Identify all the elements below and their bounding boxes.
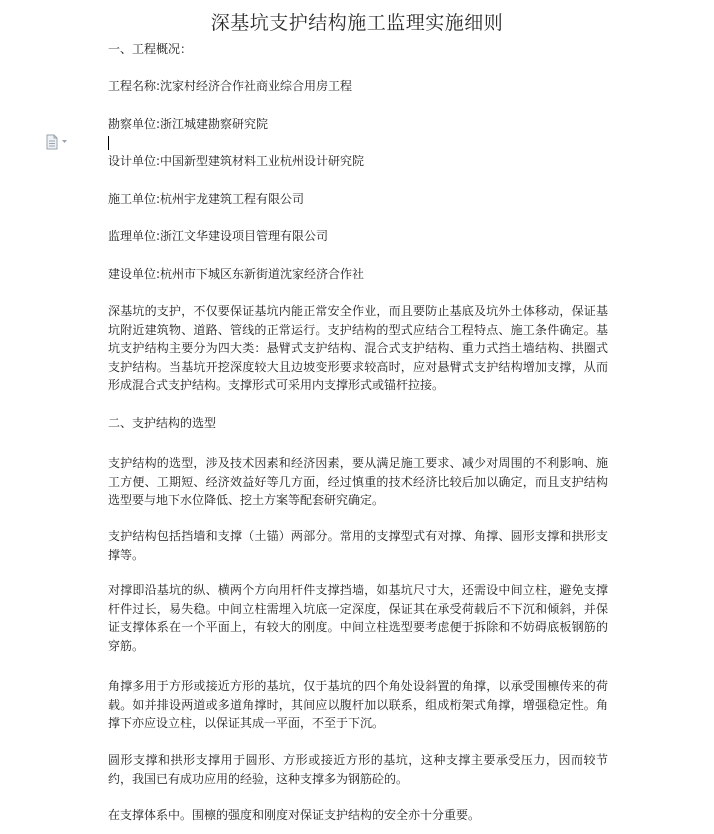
info-label: 施工单位: (108, 192, 161, 206)
info-value: 沈家村经济合作社商业综合用房工程 (160, 79, 353, 93)
info-value: 中国新型建筑材料工业杭州设计研究院 (160, 154, 365, 168)
info-line-project-name (108, 79, 352, 94)
text-cursor (108, 136, 109, 150)
paragraph: 支护结构的选型，涉及技术因素和经济因素，要从满足施工要求、减少对周围的不利影响、施工方便、工期短、经济效益好等几方面，经过慎重的技术经济比较后加以确定，而且支护结构选型要与地下水位降低、挖土方案等配套研究确定。 (108, 456, 608, 508)
info-label: 勘察单位: (108, 117, 161, 131)
info-label: 建设单位: (108, 267, 161, 281)
info-label: 设计单位: (108, 154, 161, 168)
info-line-supervision-unit (108, 229, 328, 244)
info-line-survey-unit (108, 117, 268, 132)
paragraph: 角撑多用于方形或接近方形的基坑，仅于基坑的四个角处设斜置的角撑，以承受围檩传来的荷载。如并排设两道或多道角撑时，其间应以腹杆加以联系，组成桁架式角撑，增强稳定性。角撑下亦应设立柱，以保证其成一平面，不至于下沉。 (108, 679, 608, 731)
info-label: 工程名称: (108, 79, 161, 93)
info-value: 浙江文华建设项目管理有限公司 (160, 229, 329, 243)
paragraph: 在支撑体系中。围檩的强度和刚度对保证支护结构的安全亦十分重要。 (108, 808, 481, 822)
info-line-design-unit (108, 154, 364, 169)
paragraph: 支护结构包括挡墙和支撑（土锚）两部分。常用的支撑型式有对撑、角撑、圆形支撑和拱形支撑等。 (108, 529, 608, 562)
info-label: 监理单位: (108, 229, 161, 243)
info-line-construction-unit (108, 192, 304, 207)
page-icon (46, 134, 70, 150)
section-heading-selection: 二、支护结构的选型 (108, 416, 217, 430)
info-value: 杭州宇龙建筑工程有限公司 (160, 192, 305, 206)
intro-paragraph: 深基坑的支护，不仅要保证基坑内能正常安全作业，而且要防止基底及坑外土体移动，保证基坑附近建筑物、道路、管线的正常运行。支护结构的型式应结合工程特点、施工条件确定。基坑支护结构主要分为四大类：悬臂式支护结构、混合式支护结构、重力式挡土墙结构、拱圈式支护结构。当基坑开挖深度较大且边坡变形要求较高时，应对悬臂式支护结构增加支撑，从而形成混合式支护结构。支撑形式可采用内支撑形式或锚杆拉接。 (108, 304, 608, 393)
info-value: 杭州市下城区东新街道沈家经济合作社 (160, 267, 365, 281)
info-value: 浙江城建勘察研究院 (160, 117, 269, 131)
paragraph: 圆形支撑和拱形支撑用于圆形、方形或接近方形的基坑，这种支撑主要承受压力，因而较节约，我国已有成功应用的经验，这种支撑多为钢筋砼的。 (108, 753, 608, 786)
info-line-owner-unit (108, 267, 364, 282)
document-title: 深基坑支护结构施工监理实施细则 (210, 12, 504, 34)
document-options-icon[interactable] (46, 134, 70, 150)
paragraph: 对撑即沿基坑的纵、横两个方向用杆件支撑挡墙，如基坑尺寸大，还需设中间立柱，避免支撑杆件过长，易失稳。中间立柱需埋入坑底一定深度，保证其在承受荷载后不下沉和倾斜，并保证支撑体系在一个平面上，有较大的刚度。中间立柱选型要考虑便于拆除和不妨碍底板钢筋的穿筋。 (108, 583, 608, 653)
section-heading-overview: 一、工程概况： (108, 42, 193, 56)
